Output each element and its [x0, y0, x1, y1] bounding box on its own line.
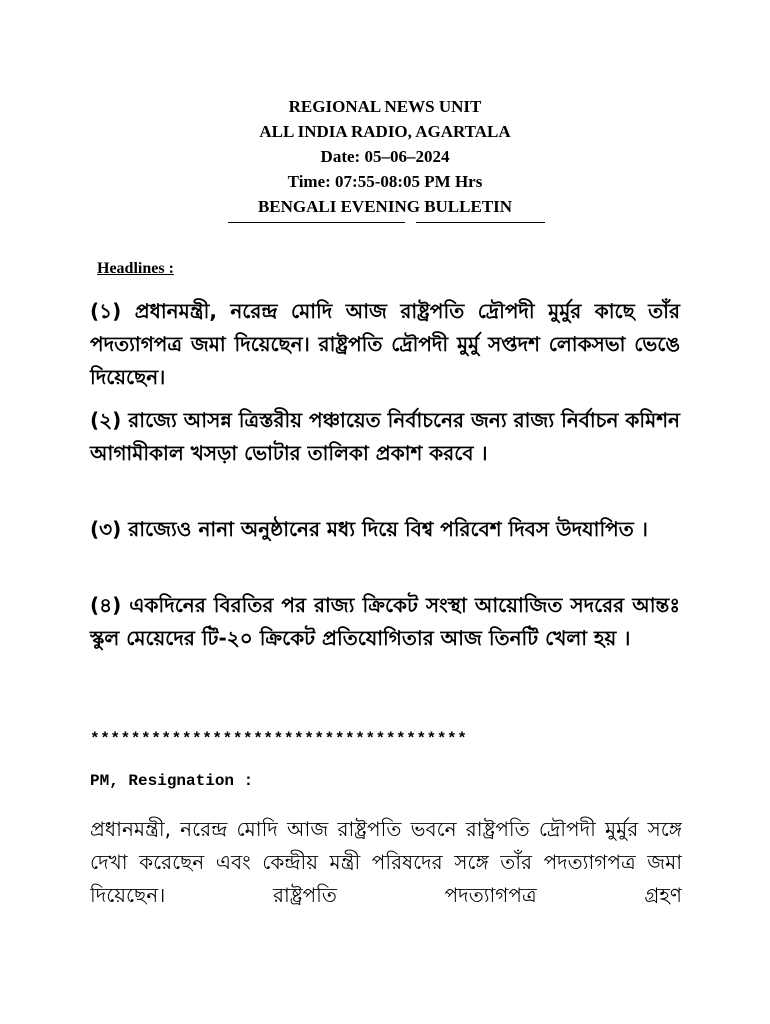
- station-name: ALL INDIA RADIO, AGARTALA: [259, 122, 511, 141]
- header-divider-left: [228, 222, 405, 223]
- story-title: PM, Resignation :: [90, 772, 254, 790]
- header-divider-right: [416, 222, 545, 223]
- headlines-label: Headlines :: [97, 260, 174, 277]
- bulletin-date: Date: 05–06–2024: [320, 147, 450, 166]
- story-body: প্রধানমন্ত্রী, নরেন্দ্র মোদি আজ রাষ্ট্রপতি ভবনে রাষ্ট্রপতি দ্রৌপদী মুর্মুর সঙ্গে দেখা করেছেন এবং কেন্দ্রীয় মন্ত্রী পরিষদের সঙ্গে তাঁর পদত্যাগপত্র জমা দিয়েছেন। রাষ্ট্রপতি পদত্যাগপত্র গ্রহণ: [90, 817, 682, 907]
- headline-item-4: (৪) একদিনের বিরতির পর রাজ্য ক্রিকেট সংস্থা আয়োজিত সদরের আন্তঃ স্কুল মেয়েদের টি-২০ ক্রিকেট প্রতিযোগিতার আজ তিনটি খেলা হয় ।: [90, 593, 680, 650]
- bulletin-header: [0, 94, 770, 219]
- headline-item-1: (১) প্রধানমন্ত্রী, নরেন্দ্র মোদি আজ রাষ্ট্রপতি দ্রৌপদী মুর্মুর কাছে তাঁর পদত্যাগপত্র জমা দিয়েছেন। রাষ্ট্রপতি দ্রৌপদী মুর্মু সপ্তদশ লোকসভা ভেঙে দিয়েছেন।: [90, 299, 680, 389]
- bulletin-name: BENGALI EVENING BULLETIN: [257, 197, 513, 216]
- section-separator: *************************************: [90, 730, 468, 748]
- headline-item-3: (৩) রাজ্যেও নানা অনুষ্ঠানের মধ্য দিয়ে বিশ্ব পরিবেশ দিবস উদযাপিত ।: [90, 517, 648, 541]
- news-unit-title: REGIONAL NEWS UNIT: [288, 97, 482, 116]
- headline-item-2: (২) রাজ্যে আসন্ন ত্রিস্তরীয় পঞ্চায়েত নির্বাচনের জন্য রাজ্য নির্বাচন কমিশন আগামীকাল খসড়া ভোটার তালিকা প্রকাশ করবে ।: [90, 408, 680, 465]
- bulletin-time: Time: 07:55-08:05 PM Hrs: [287, 172, 483, 191]
